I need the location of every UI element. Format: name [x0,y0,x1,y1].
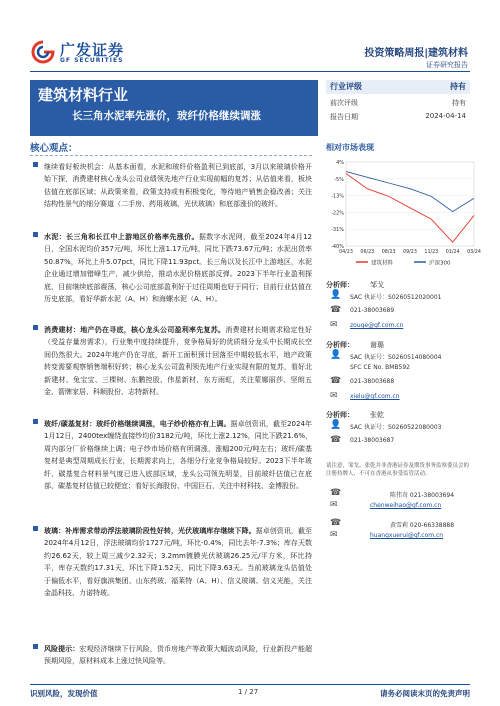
bullet-icon [33,232,38,237]
prev-rating-value: 持有 [452,99,466,107]
y-tick-label: 4% [336,160,344,166]
analyst-phone: 021-38003688 [350,378,395,385]
contact-name-phone: 黄雪莉 020-66338888 [390,522,455,529]
analyst-block [326,340,476,410]
core-paragraph [44,231,312,305]
contact-block [326,518,476,548]
email-icon: ✉ [330,530,338,540]
y-tick-label: -5% [334,176,344,183]
report-date-value: 2024-04-14 [425,112,466,120]
paragraph-lead: 玻璃：补库需求带动浮法玻璃阶段性好转，光伏玻璃库存继续下降。 [44,527,256,535]
paragraph-text: 据卓创资讯，截至2024年4月12日，浮法玻璃均价1727元/吨，环比-0.4%，同比去年-7.3%；库存天数约26.62天，较上周三减少2.32天；3.2mm镀膜光伏玻璃26.25元/平方米，环比持平，库存天数约17.31天，环比下降1.52天，同比下降3.63天。当前玻璃龙头估值处于偏低水平，看好旗滨集团、山东药玻、福莱特（A、H）、信义玻璃、信义光能，关注金晶科技、力诺特玻。 [44,527,313,598]
bullet-icon [33,526,38,531]
contact-email[interactable]: chenweihao@gf.com.cn [370,502,442,509]
brand-name-en: GF SECURITIES [60,57,124,64]
email-icon: ✉ [330,391,338,401]
header-divider [30,71,470,72]
person-icon: 👤 [330,290,342,300]
contact-email[interactable]: huangxuerui@gf.com.cn [370,532,444,539]
analyst-label: 分析师： [326,281,354,289]
report-type-title: 投资策略周报|建筑材料 [364,48,468,59]
market-chart-title: 相对市场表现 [326,143,374,152]
bullet-icon [33,644,38,649]
legend-label-a: 建筑材料 [371,260,394,267]
paragraph-lead: 风险提示： [44,645,80,653]
x-tick-label: 04/23 [339,250,353,255]
x-tick-label: 11/23 [424,250,439,255]
paragraph-text: 继续看好板块机会：从基本面看，水泥和玻纤价格盈利已到底部，3月以来玻璃价格开始下探，消费建材核心龙头公司业绩领先地产行业实现前幅的复苏；从估值来看，板块估值在底部区域；从政策来看，政策支持或有积极变化，等待地产销售企稳改善；关注结构性景气的细分赛道（二手房、药用玻璃、光伏玻璃）和底部涨价的玻纤。 [44,163,312,209]
phone-icon: ☎ [330,305,342,315]
core-paragraph [44,525,312,599]
x-tick-label: 01/24 [445,250,460,255]
industry-title: 建筑材料行业 [38,86,129,104]
paragraph-lead: 消费建材：地产仍在寻底，核心龙头公司盈利率先复苏。 [44,326,226,334]
paragraph-text: 据卓创资讯，截至2024年1月12日，2400tex缠绕直接纱均价3182元/吨，环比上涨2.12%，同比下跌21.6%，周内部分厂价格继续上调；电子纱市场价格有所调涨，涨幅200元/吨左右；玻纤/碳基复材是典型周期成长行业，长期需求向上，各细分行业竞争格局较好。2023下半年玻纤、碳基复合材料景气度已进入底部区域，龙头公司领先明显，目前玻纤估值已在底部，碳基复材估值已较便宜；看好长海股份、中国巨石，关注中材科技、金博股份。 [44,420,312,491]
analyst-name: 张乾 [370,411,384,419]
core-paragraph [44,643,312,668]
rating-row-prev [326,98,470,108]
x-tick-label: 03/24 [467,250,481,255]
y-tick-label: -22% [331,210,344,217]
analyst-email[interactable]: zouge@gf.com.cn [350,322,404,329]
phone-icon: ☎ [330,488,342,498]
core-paragraph [44,324,312,398]
email-icon: ✉ [330,500,338,510]
report-date-label: 报告日期 [330,113,358,121]
page-number: 1 / 27 [238,688,259,696]
brand-name-cn: 广发证券 [60,41,125,59]
analyst-name: 邹戈 [370,281,384,289]
analyst-email[interactable]: xielu@gf.com.cn [350,393,400,400]
analyst-sfc: SFC CE No. BMB592 [350,364,410,371]
paragraph-lead: 水泥：长三角和长江中上游地区价格率先涨价。 [44,233,199,241]
analyst-sac: SAC 执证号：S0260522080003 [350,424,442,431]
analyst-block [326,410,476,460]
y-tick-label: -13% [331,193,344,200]
paragraph-lead: 玻纤/碳基复材：玻纤价格继续调涨，电子纱价格亦有上调。 [44,420,231,428]
legend-label-b: 沪深300 [429,260,451,267]
rating-row-main [326,80,470,94]
analyst-phone: 021-38003687 [350,437,395,444]
core-paragraph [44,161,312,211]
rating-row-date [326,112,470,122]
y-tick-label: -31% [331,227,344,234]
rating-label: 行业评级 [330,82,362,91]
bullet-icon [33,162,38,167]
relative-performance-chart [326,156,481,268]
footer-divider [30,684,470,685]
paragraph-text: 宏观经济继续下行风险，货币房地产等政策大幅波动风险，行业新投产能超预期风险，原材料成本上涨过快风险等。 [44,645,313,666]
analyst-phone: 021-38003689 [350,307,395,314]
contact-block [326,488,476,518]
disclaimer-note: 请注意，邹戈、张乾并非香港证券及期货事务监察委员会的注册持牌人，不可在香港从事受监管活动。 [326,463,470,477]
series-line-building-materials [346,173,474,242]
rating-value: 持有 [450,82,466,91]
core-paragraph [44,418,312,492]
phone-icon: ☎ [330,518,342,528]
report-headline: 长三角水泥率先涨价，玻纤价格继续调涨 [72,110,261,122]
core-views-heading: 核心观点： [30,143,78,154]
person-icon: 👤 [330,420,342,430]
section-divider [30,155,312,157]
phone-icon: ☎ [330,376,342,386]
rating-box [326,80,470,126]
analyst-block [326,280,476,340]
report-subtitle: 证券研究报告 [426,61,468,69]
prev-rating-label: 前次评级 [330,99,358,107]
phone-icon: ☎ [330,435,342,445]
paragraph-text: 据数字水泥网，截至2024年4月12日，全国水泥均价357元/吨，环比上涨1.17元/吨，同比下跌73.67元/吨；水泥出货率50.87%，环比上升5.07pct，同比下降11.93pct。长三角以及长江中上游地区，水泥企业通过增加错峰生产，减少供给，推动水泥价格底部反弹。2023下半年行业盈利探底，目前继续底部震荡，核心公司底部盈利好于过往周期也好于同行；目前行业估值在历史底部，看好华新水泥（A、H）和海螺水泥（A、H）。 [44,233,312,304]
email-icon: ✉ [330,320,338,330]
x-tick-label: 08/23 [381,250,396,255]
analyst-sac: SAC 执证号：S0260512020001 [350,294,442,301]
chart-frame [346,162,474,246]
paragraph-text: 消费建材长期需求稳定性好（受益存量房需求），行业集中度持续提升，竞争格局好的优质细分龙头中长期成长空间仍然很大。2024年地产仍在寻底，新开工面积预计回落至中期较低水平，地产政策转变需要观察销售端积好转；核心龙头公司盈利领先地产行业实现有限的复苏，看好北新建材、兔宝宝、三棵树、东鹏控股、伟星新材、东方雨虹，关注蒙娜丽莎、坚朗五金、箭牌家居、科顺股份、志特新材。 [44,326,312,397]
footer-slogan: 识别风险，发现价值 [30,689,98,698]
analyst-label: 分析师： [326,341,354,349]
footer-disclaimer: 请务必阅读末页的免责声明 [380,689,470,698]
x-tick-label: 06/23 [360,250,375,255]
analyst-label: 分析师： [326,411,354,419]
x-tick-label: 09/23 [403,250,417,255]
series-line-csi300 [346,172,474,212]
gf-logo-icon [30,40,56,64]
analyst-sac: SAC 执证号：S0260514080004 [350,354,442,361]
analyst-name: 谢璐 [370,341,384,349]
y-tick-label: -40% [331,244,344,250]
person-icon: 👤 [330,350,342,360]
contact-name-phone: 陈伟奇 021-38003694 [390,492,455,499]
bullet-icon [33,325,38,330]
bullet-icon [33,419,38,424]
